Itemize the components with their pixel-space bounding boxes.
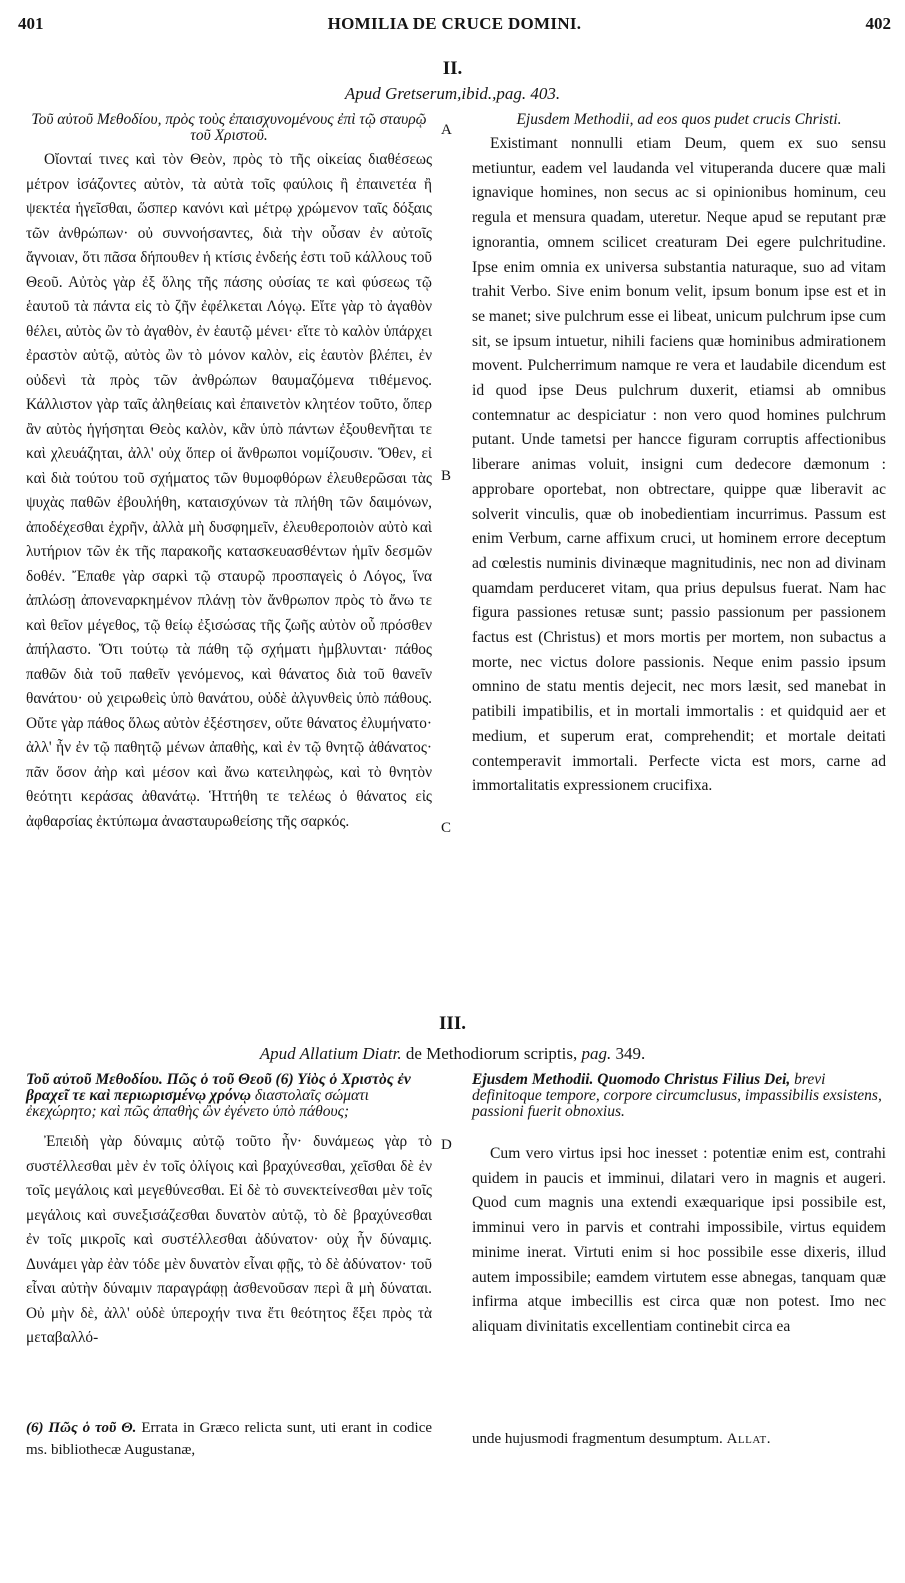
section-2-greek-column [26,112,432,834]
running-title: HOMILIA DE CRUCE DOMINI. [327,14,582,33]
section-3-greek-text: Ἐπειδὴ γὰρ δύναμις αὐτῷ τοῦτο ἦν· δυνάμεως γὰρ τὸ συστέλλεσθαι μὲν ἐν τοῖς ὀλίγοις καὶ βραχύνεσθαι, χεῖσθαι δὲ ἐν τοῖς μεγάλοις καὶ μεγεθύνεσθαι. Εἰ δὲ τὸ συνεκτείνεσθαι μὲν τοῖς μεγάλοις καὶ συνεξισάζεσθαι δυνατὸν αὐτῷ, τὸ δὲ βραχύνεσθαι ἐν τοῖς μικροῖς καὶ συστέλλεσθαι ἀδύνατον· οὐχ ἦν δύναμις. Δυνάμει γὰρ ἐὰν τόδε μὲν δυνατὸν εἶναι φῇς, τὸ δὲ ἀδύνατον· τοῦ εἶναι αὐτὴν δύναμιν παραγράφῃ ἀσθενοῦσαν περὶ ἃ μὴ δύναται. Οὐ μὴν δὲ, ἀλλ' οὐδὲ ὑπεροχήν τινα ἔτι θεότητος ἕξει πρὸς τὰ μεταβαλλό- [26,1133,432,1346]
footnote-right-text: unde hujusmodi fragmentum desumptum. [472,1431,727,1447]
section-2-number: II. [442,58,463,79]
running-head [18,14,891,38]
footnote-greek-ref: (6) Πῶς ὁ τοῦ Θ. [26,1420,137,1436]
margin-marker-c: C [441,820,452,836]
section-3-latin-text: Cum vero virtus ipsi hoc inesset : potentiæ enim est, contrahi quidem in paucis et imminui, dilatari vero in magnis et augeri. Quod cum magnis una extendi exæquarique ipsi possibile est, imminui vero in parvis et contrahi impossibile, virtus equidem minime inerat. Virtuti enim si hoc possibile esse dixeris, illud autem impossibile; eamdem virtutem esse abnegas, tanquam quæ infirma atque imbecillis est circa quæ non potest. Imo nec aliquam divinitatis excellentiam continebit circa ea [472,1145,886,1335]
margin-marker-a: A [441,122,452,138]
section-3-latin-title: Ejusdem Methodii. Quomodo Christus Filius Dei, brevi definitoque tempore, corpore circumclusus, impassibilis exsistens, passioni fuerit obnoxius. [472,1071,882,1120]
section-3-greek-column [26,1072,432,1351]
page-number-left: 401 [18,14,44,33]
section-2-latin-text: Existimant nonnulli etiam Deum, quem ex suo sensu metiuntur, eadem vel laudanda vel vituperanda ducere quæ mali ignavique homines, non secus ac si opinionibus hominum, ceu regula et mensura quadam, uteretur. Neque apud se reputant præ ignorantia, omnem scilicet creaturam Dei egere pulchritudine. Ipse enim omnia ex universa substantia naturaque, suo ad vitam trahit Verbo. Sive enim bonum velit, ipsum bonum ipse est et in se manet; sive pulchrum esse ei libeat, unicum pulchrum ipse cum sit, se ipsum intuetur, nihili faciens quæ hominibus admirationem movent. Pulcherrimum namque re vera et laudabile dicendum est id quod ipse Deus pulchrum duxerit, etiamsi ab omnibus contemnatur ac despiciatur : non vero quod homines pulchrum putant. Unde tametsi per hancce figuram corruptis affectionibus liberare animas voluit, insigni cum dedecore dæmonum : approbare oportebat, non obtrectare, quippe quæ liberavit ac solverit vinculis, quæ ob inobedientiam incurrimus. Passum est enim Verbum, carne affixum cruci, ut hominem errore deceptum ad cœlestis numinis divinæque magnitudinis, nec non ad divinam quamdam perduceret vitam, qua prius depulsus fuerat. Nam hac figura passiones retusæ sunt; passio passionum per passionem factus est (Christus) et mors mortis per mortem, non subactus a morte, nec victus dolore passionis. Neque enim passio ipsum omnino de statu mentis dejecit, nec mors læsit, sed manebat in patibili impatibilis, et in mortali immortalis : et quidquid aer et medium, et superum erat, comprehendit; et mortale deitati contemperavit immortali. Perfecte victa est mors, carne ad immortalitatis expressionem crucifixa. [472,135,886,795]
section-2-greek-title: Τοῦ αὐτοῦ Μεθοδίου, πρὸς τοὺς ἐπαισχυνομένους ἐπὶ τῷ σταυρῷ τοῦ Χριστοῦ. [31,111,427,144]
footnote-left [26,1417,432,1461]
section-2-latin-column [472,112,886,799]
section-3-source: Apud Allatium Diatr. de Methodiorum scriptis, pag. 349. [259,1044,646,1063]
section-3-latin-column [472,1072,886,1340]
footnote-left-text: Errata in Græco relicta sunt, uti erant in codice ms. bibliothecæ Augustanæ, [26,1420,433,1458]
section-2-greek-text: Οἴονταί τινες καὶ τὸν Θεὸν, πρὸς τὸ τῆς οἰκείας διαθέσεως μέτρον ἰσάζοντες αὐτὸν, τὰ αὐτὰ τοῖς φαύλοις ἢ ἐπαινετέα ἢ ψεκτέα ἡγεῖσθαι, ὥσπερ κανόνι καὶ μέτρῳ χρώμενον ταῖς δόξαις τῶν ἀνθρώπων· οὐ συννοήσαντες, διὰ τὴν οὖσαν ἐν αὐτοῖς ἄγνοιαν, ὅτι πᾶσα δήπουθεν ἡ κτίσις ἐνδεής ἐστι τοῦ κάλλους τοῦ Θεοῦ. Αὐτὸς γὰρ ἐξ ὅλης τῆς πάσης οὐσίας τε καὶ φύσεως τῷ ἑαυτοῦ τὰ πάντα εἰς τὸ ζῆν ἐφέλκεται Λόγῳ. Εἴτε γὰρ τὸ ἀγαθὸν θέλει, αὐτὸς ὢν τὸ ἀγαθὸν, ἐν ἑαυτῷ μένει· εἴτε τὸ καλὸν ὑπάρχει ἐραστὸν αὐτῷ, αὐτὸς ὢν τὸ μόνον καλὸν, εἰς ἑαυτὸν βλέπει, ἐν οὐδενὶ τὰ πρὸς τῶν ἀνθρώπων θαυμαζόμενα τιθέμενος. Κάλλιστον γὰρ ταῖς ἀληθείαις καὶ ἐπαινετὸν κλητέον τοῦτο, ὅπερ ἂν αὐτὸς ἡγήσηται Θεὸς καλὸν, κἂν ὑπὸ πάντων ἐξουθενῆται τε καὶ χλευάζηται, ἀλλ' οὐχ ὅπερ οἱ ἄνθρωποι νομίζουσιν. Ὅθεν, εἰ καὶ διὰ τούτου τοῦ σχήματος τῶν θυμοφθόρων ἐλευθερῶσαι τὰς ψυχὰς παθῶν ἐβουλήθη, καταισχύνων τὰ πλήθη τῶν δαιμόνων, ἀποδέχεσθαι ἐχρῆν, ἀλλὰ μὴ δυσφημεῖν, ἐλευθεροποιὸν αὐτὸ καὶ λυτήριον τῶν ἐκ τῆς παρακοῆς κατασκευασθέντων ἡμῖν δεσμῶν δοθέν. Ἔπαθε γὰρ σαρκὶ τῷ σταυρῷ προσπαγεὶς ὁ Λόγος, ἵνα ἀπλώσῃ ἀπονεναρκημένον πλάνῃ τὸν ἄνθρωπον πρὸς τὸ ἄνω τε καὶ θεῖον μέγεθος, τῷ θείῳ ἐξισώσας τῆς ζωῆς αὐτὸν οὗ πρόσθεν ἀπήλαστο. Ὅτι τούτῳ τὰ πάθη τῷ σχήματι ἠμβλυνται· πάθος παθῶν διὰ τοῦ παθεῖν γενόμενος, καὶ θάνατος διὰ τοῦ θανεῖν θανάτου· οὐ χειρωθεὶς ὑπὸ θανάτου, οὐδὲ ἀλγυνθεὶς ὑπὸ πάθους. Οὔτε γὰρ πάθος ὅλως αὐτὸν ἐξέστησεν, οὔτε θάνατος ἐλυμήνατο· ἀλλ' ἦν ἐν τῷ παθητῷ μένων ἀπαθὴς, καὶ ἐν τῷ θνητῷ ἀθάνατος· πᾶν ὅσον ἀὴρ καὶ μέσον καὶ ἄνω κατειληφὼς, καὶ τὸ θνητὸν θεότητι κεράσας ἀθανάτῳ. Ἡττήθη τε τελέως ὁ θάνατος εἰς ἀφθαρσίας ἐκτύπωμα ἀνασταυρωθείσης τῆς σαρκός. [26,151,432,830]
footnote-right [472,1428,886,1450]
section-2-latin-title: Ejusdem Methodii, ad eos quos pudet crucis Christi. [516,111,842,128]
margin-marker-d: D [441,1137,452,1153]
section-3-number: III. [439,1013,466,1034]
margin-marker-b: B [441,468,452,484]
footnote-signature: Allat. [726,1431,772,1447]
section-2-source: Apud Gretserum,ibid.,pag. 403. [344,84,561,103]
section-3-greek-title: Τοῦ αὐτοῦ Μεθοδίου. Πῶς ὁ τοῦ Θεοῦ (6) Υἱὸς ὁ Χριστὸς ἐν βραχεῖ τε καὶ περιωρισμένῳ χρόνῳ διαστολαῖς σώματι ἐκεχώρητο; καὶ πῶς ἀπαθὴς ὢν ἐγένετο ὑπὸ πάθους; [26,1071,411,1120]
page-number-right: 402 [865,14,891,33]
